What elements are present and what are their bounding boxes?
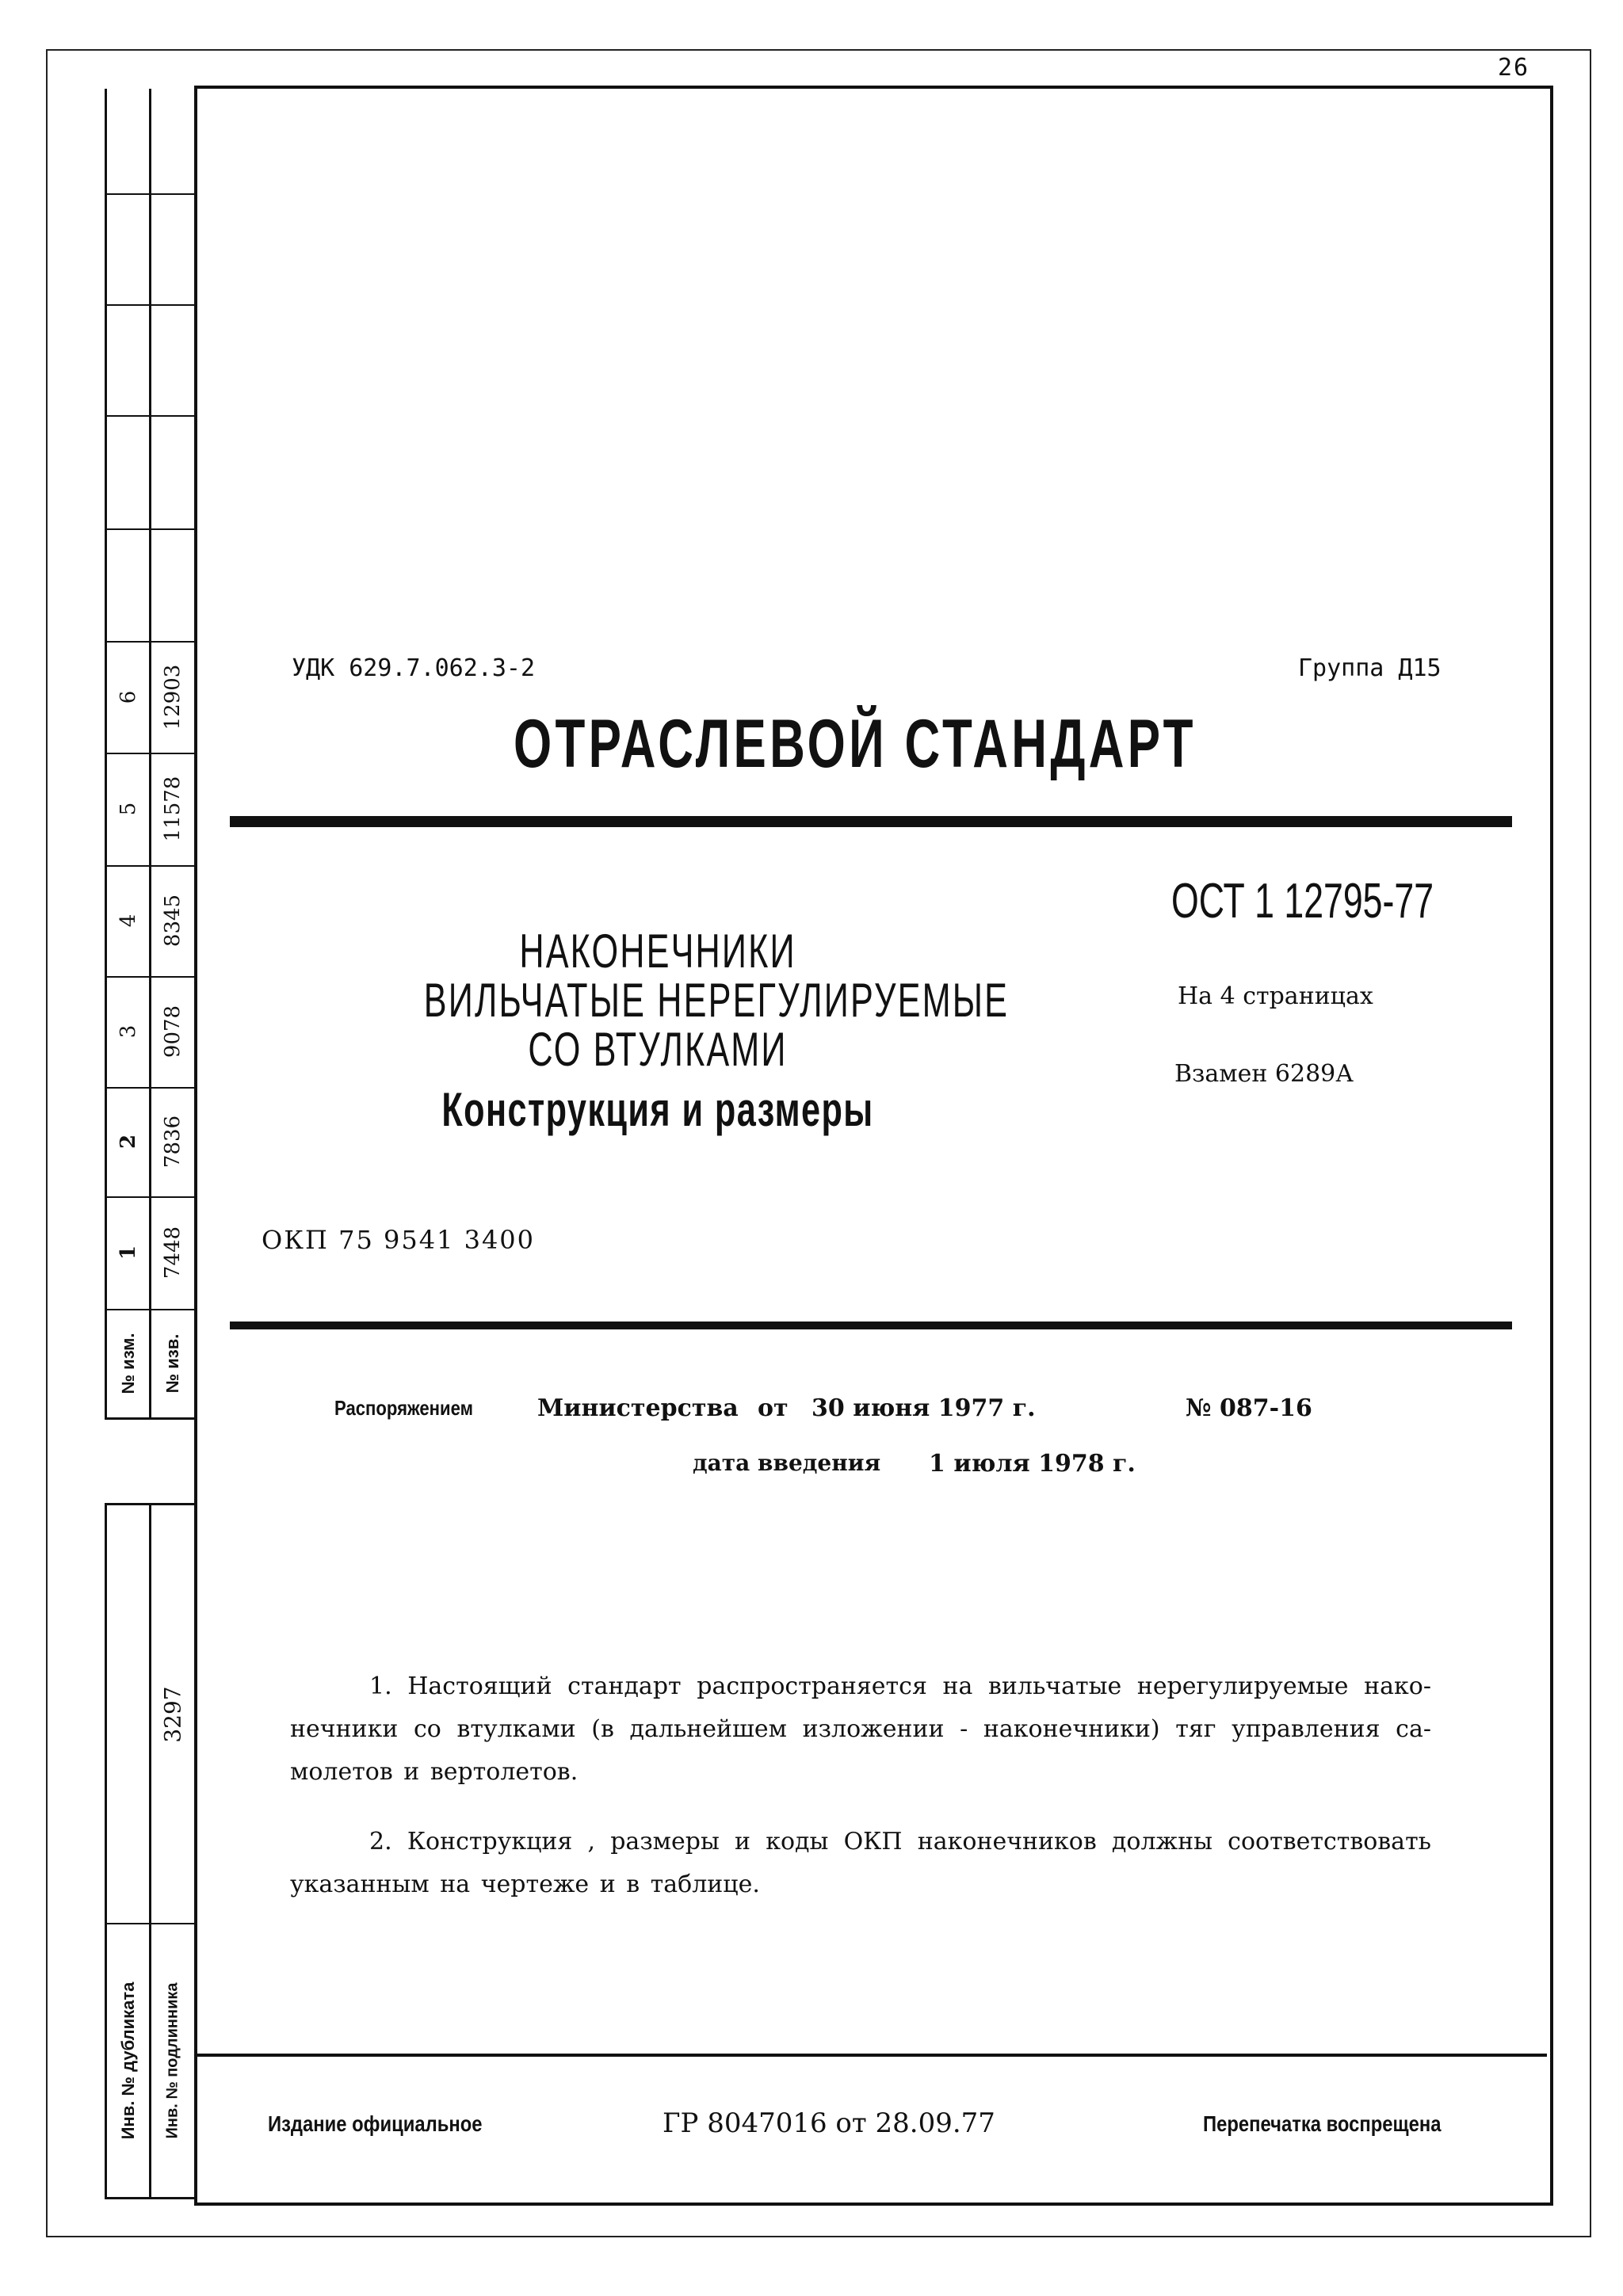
- reprint-note: Перепечатка воспрещена: [1203, 2111, 1442, 2136]
- notice-number: 7836: [161, 1115, 185, 1169]
- title-line: СО ВТУЛКАМИ: [528, 1023, 788, 1076]
- title-line: ВИЛЬЧАТЫЕ НЕРЕГУЛИРУЕМЫЕ: [423, 974, 1010, 1027]
- change-number: 2: [116, 1134, 140, 1150]
- introduction-date: 1 июля 1978 г.: [929, 1450, 1136, 1478]
- original-inventory-number: 3297: [159, 1685, 186, 1743]
- pages-info: На 4 страницах: [1178, 982, 1373, 1010]
- footer-rule: [197, 2054, 1547, 2057]
- okp-rule: [230, 1322, 1512, 1329]
- notice-number: 12903: [161, 664, 185, 730]
- registration-note: ГР 8047016 от 28.09.77: [663, 2107, 995, 2139]
- change-number: 4: [116, 913, 140, 928]
- change-number: 3: [116, 1024, 140, 1039]
- standard-number: ОСТ 1 12795-77: [1171, 874, 1434, 929]
- page-number: 26: [1498, 54, 1530, 82]
- decree-number: № 087-16: [1186, 1394, 1312, 1422]
- change-number: 1: [116, 1245, 140, 1261]
- change-number: 6: [116, 690, 140, 704]
- notice-number: 9078: [161, 1005, 185, 1058]
- okp-code: ОКП 75 9541 3400: [262, 1225, 536, 1255]
- group-code: Группа Д15: [1298, 654, 1442, 682]
- decree-label: Распоряжением: [334, 1396, 473, 1420]
- header-rule: [230, 816, 1512, 827]
- title-line: НАКОНЕЧНИКИ: [519, 925, 796, 978]
- decree-from: от: [758, 1394, 789, 1422]
- notice-number-label: № изв.: [162, 1333, 182, 1393]
- paragraph-1: 1. Настоящий стандарт распространяется на вильчатые нерегулируемые нако-нечники со втулками (в дальнейшем изложении - наконечники) тяг управления са-молетов и вертолетов.: [290, 1672, 1431, 1786]
- change-number-label: № изм.: [117, 1333, 138, 1394]
- duplicate-inventory-label: Инв. № дубликата: [117, 1981, 138, 2140]
- notice-number: 8345: [161, 894, 185, 948]
- change-number: 5: [116, 802, 140, 816]
- notice-number: 7448: [161, 1226, 185, 1280]
- paragraph-2: 2. Конструкция , размеры и коды ОКП наконечников должны соответствовать указанным на чертеже и в таблице.: [290, 1828, 1431, 1898]
- replaces-info: Взамен 6289А: [1174, 1060, 1354, 1088]
- edition-note: Издание официальное: [268, 2111, 483, 2136]
- decree-date: 30 июня 1977 г.: [812, 1394, 1036, 1422]
- subtitle: Конструкция и размеры: [441, 1083, 874, 1136]
- document-header-title: ОТРАСЛЕВОЙ СТАНДАРТ: [514, 706, 1197, 782]
- side-table: [105, 89, 194, 2199]
- udk-code: УДК 629.7.062.3-2: [292, 654, 536, 682]
- original-inventory-label: Инв. № подлинника: [163, 1982, 181, 2139]
- notice-number: 11578: [161, 776, 185, 842]
- introduction-label: дата введения: [693, 1450, 881, 1476]
- decree-ministry: Министерства: [537, 1394, 739, 1422]
- product-title: [333, 925, 1010, 1146]
